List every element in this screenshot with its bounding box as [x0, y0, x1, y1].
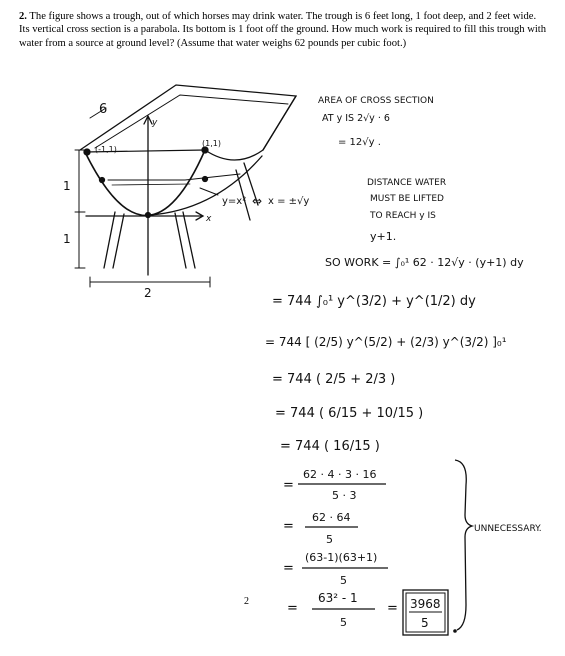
fraction-3-den: 5: [340, 574, 347, 587]
svg-text:=: =: [387, 601, 398, 616]
distance-note-3: TO REACH y IS: [370, 211, 436, 221]
y-axis-label: y: [152, 118, 158, 128]
fraction-1-num: 62 · 4 · 3 · 16: [303, 468, 377, 481]
area-note-2: AT y IS 2√y · 6: [322, 113, 390, 124]
area-note-3: = 12√y .: [338, 137, 381, 148]
page-number: 2: [244, 596, 249, 607]
fraction-4-den: 5: [340, 616, 347, 629]
step-3: = 744 ( 2/5 + 2/3 ): [272, 372, 396, 387]
point-right-label: (1,1): [202, 139, 221, 148]
length-label: 6: [99, 102, 108, 117]
problem-text: The figure shows a trough, out of which horses may drink water. The trough is 6 feet long, 1 foot deep, and 2 feet wide. Its vertical cross section is a parabola. Its bottom is 1 foot off the ground. How much work is required to fill this trough with water from a source at ground level? (Assume that water weighs 62 pounds per cubic foot.): [19, 11, 547, 49]
svg-text:=: =: [283, 478, 294, 493]
problem-number: 2.: [19, 11, 27, 22]
distance-note-2: MUST BE LIFTED: [370, 194, 444, 204]
fraction-2-den: 5: [326, 533, 333, 546]
area-note-1: AREA OF CROSS SECTION: [318, 96, 434, 106]
step-5: = 744 ( 16/15 ): [280, 439, 380, 454]
distance-note-1: DISTANCE WATER: [367, 178, 447, 188]
width-label: 2: [144, 286, 152, 300]
unnecessary-note: UNNECESSARY.: [474, 524, 542, 534]
svg-text:=: =: [283, 561, 294, 576]
fraction-step-1: [283, 468, 386, 502]
svg-text:=: =: [287, 601, 298, 616]
final-answer: [387, 590, 457, 635]
fraction-step-4: [287, 591, 375, 629]
iff-symbol: ⇔: [252, 194, 263, 208]
fraction-2-num: 62 · 64: [312, 511, 351, 524]
step-1: = 744 ∫₀¹ y^(3/2) + y^(1/2) dy: [272, 294, 476, 309]
distance-note-4: y+1.: [370, 230, 397, 243]
fraction-step-3: [283, 551, 388, 587]
fraction-3-num: (63-1)(63+1): [305, 551, 378, 564]
fraction-4-num: 63² - 1: [318, 591, 358, 605]
work-integral: SO WORK = ∫₀¹ 62 · 12√y · (y+1) dy: [325, 256, 524, 269]
fraction-1-den: 5 · 3: [332, 489, 357, 502]
solved-equation: x = ±√y: [268, 196, 310, 207]
fraction-step-2: [283, 511, 358, 546]
point-left-label: (-1,1): [95, 145, 117, 154]
step-4: = 744 ( 6/15 + 10/15 ): [275, 406, 424, 421]
answer-numerator: 3968: [410, 597, 441, 611]
brace: [455, 460, 472, 630]
height-label-bottom: 1: [63, 232, 71, 246]
parabola-equation: y=x²: [222, 196, 247, 207]
trough-rim-back: [80, 85, 296, 150]
height-label-top: 1: [63, 179, 71, 193]
trough-figure: [75, 85, 296, 287]
step-2: = 744 [ (2/5) y^(5/2) + (2/3) y^(3/2) ]₀¹: [265, 335, 507, 349]
answer-denominator: 5: [421, 616, 429, 630]
svg-text:=: =: [283, 519, 294, 534]
x-axis-label: x: [206, 214, 212, 224]
